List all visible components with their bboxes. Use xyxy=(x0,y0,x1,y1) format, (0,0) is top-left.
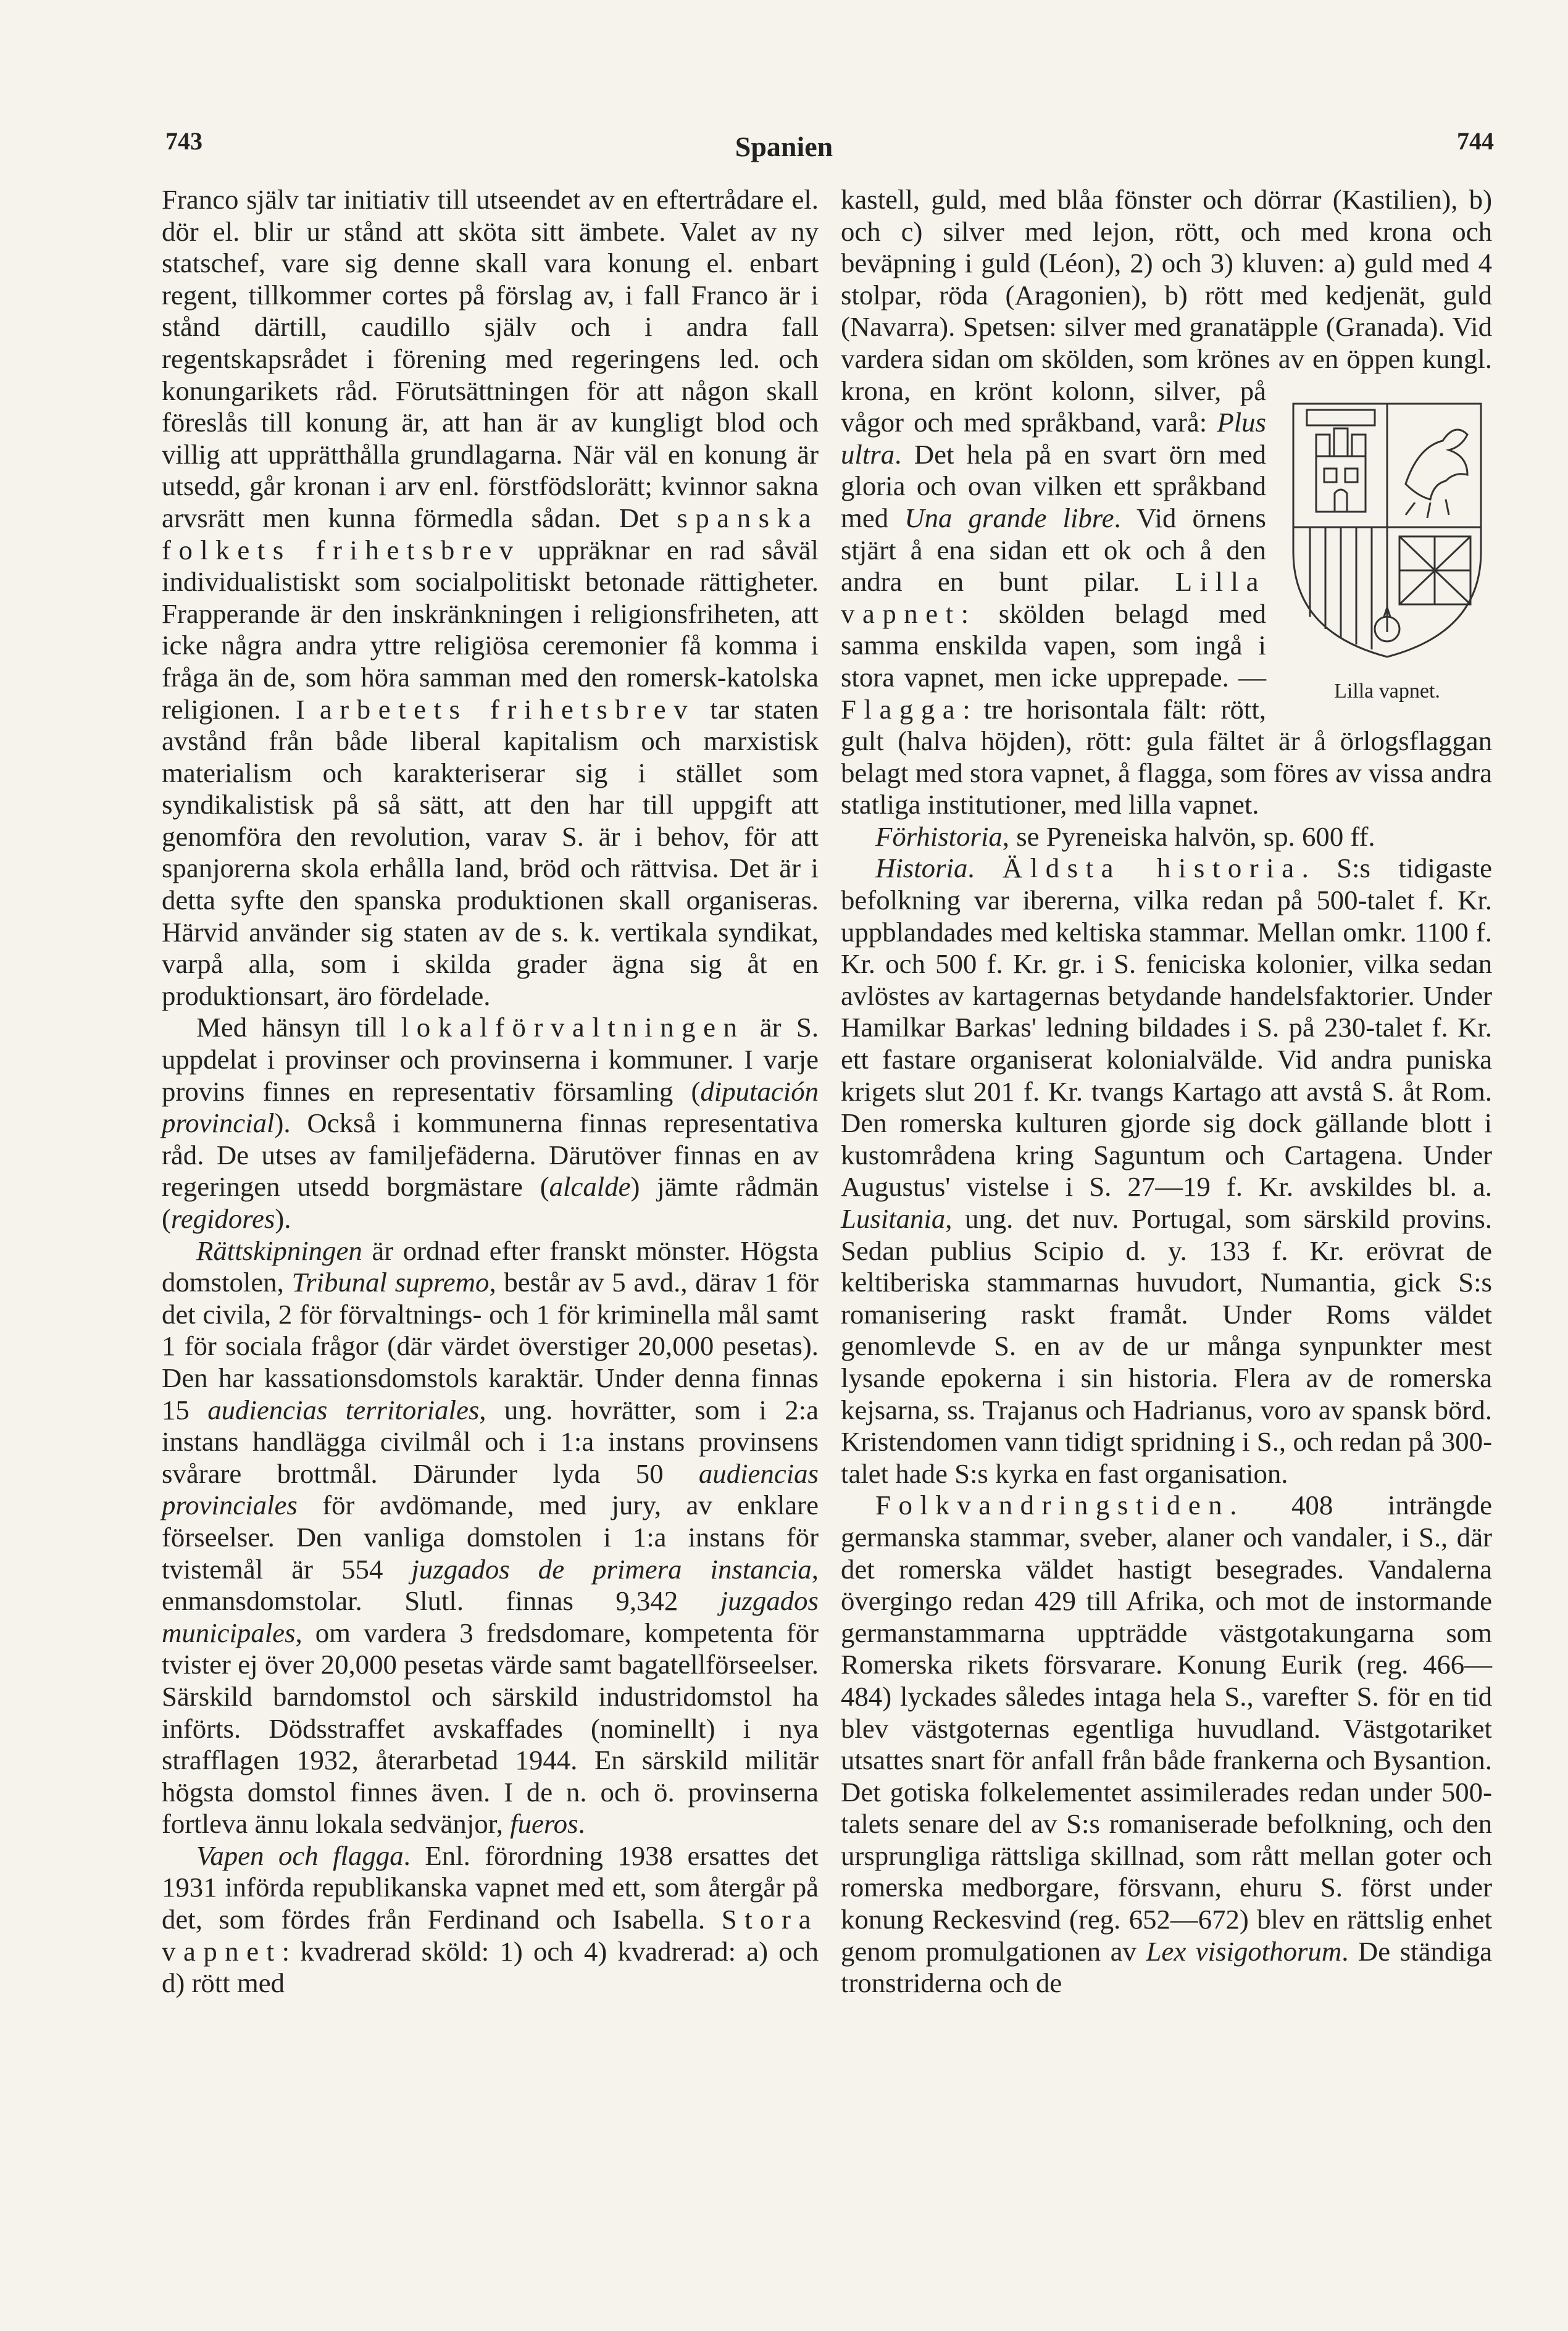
left-column xyxy=(162,184,819,1999)
emblem-figure xyxy=(1282,398,1492,706)
paragraph-migration-period: Folkvandringstiden. 408 inträngde germanska stammar, sveber, alaner och vandaler, i S., där det romerska väldet hastigt besegrades. Vandalerna övergingo redan 429 till Afrika, och mot de instormande germanstammarna uppträdde västgotakungarna som Romerska rikets försvarare. Konung Eurik (reg. 466—484) lyckades således intaga hela S., varefter S. för en tid blev västgoternas egentliga huvudland. Västgotariket utsattes snart för anfall från både frankerna och Bysantion. Det gotiska folkelementet assimilerades redan under 500-talets senare del av S:s romaniserade befolkning, och den ursprungliga rättsliga skillnad, som rått mellan goter och romerska medborgare, försvann, ehuru S. först under konung Reckesvind (reg. 652—672) blev en rättslig enhet genom promulgationen av Lex visigothorum. De ständiga tronstriderna och de xyxy=(841,1490,1493,1999)
paragraph-local-government: Med hänsyn till lokalförvaltningen är S. uppdelat i provinser och provinserna i kommuner. I varje provins finnes en representativ församling (diputación provincial). Också i kommunerna finnas representativa råd. De utses av familjefäderna. Därutöver finnas en av regeringen utsedd borgmästare (alcalde) jämte rådmän (regidores). xyxy=(162,1012,819,1234)
paragraph-judiciary: Rättskipningen är ordnad efter franskt mönster. Högsta domstolen, Tribunal supremo, består av 5 avd., därav 1 för det civila, 2 för förvaltnings- och 1 för kriminella mål samt 1 för sociala frågor (där värdet överstiger 20,000 pesetas). Den har kassationsdomstols karaktär. Under denna finnas 15 audiencias territoriales, ung. hovrätter, som i 2:a instans handlägga civilmål och i 1:a instans provinsens svårare brottmål. Därunder lyda 50 audiencias provinciales för avdömande, med jury, av enklare förseelser. Den vanliga domstolen i 1:a instans för tvistemål är 554 juzgados de primera instancia, enmansdomstolar. Slutl. finnas 9,342 juzgados municipales, om vardera 3 fredsdomare, kompetenta för tvister ej över 20,000 pesetas värde samt bagatellförseelser. Särskild barndomstol och särskild industridomstol ha införts. Dödsstraffet avskaffades (nominellt) i nya strafflagen 1932, återarbetad 1944. En särskild militär högsta domstol finnes även. I de n. och ö. provinserna fortleva ännu lokala sedvänjor, fueros. xyxy=(162,1235,819,1840)
page-title: Spanien xyxy=(735,131,833,162)
coat-of-arms-icon xyxy=(1282,398,1492,663)
paragraph-history: Historia. Äldsta historia. S:s tidigaste befolkning var ibererna, vilka redan på 500-talet f. Kr. uppblandades med keltiska stammar. Mellan omkr. 1100 f. Kr. och 500 f. Kr. gr. i S. feniciska kolonier, vilka sedan avlöstes av kartagernas betydande handelsfaktorier. Under Hamilkar Barkas' ledning bildades i S. på 230-talet f. Kr. ett fastare organiserat kolonialvälde. Vid andra puniska krigets slut 201 f. Kr. tvangs Kartago att avstå S. åt Rom. Den romerska kulturen gjorde sig dock gällande blott i kustområdena kring Saguntum och Cartagena. Under Augustus' vistelse i S. 27—19 f. Kr. avskildes bl. a. Lusitania, ung. det nuv. Portugal, som särskild provins. Sedan publius Scipio d. y. 133 f. Kr. erövrat de keltiberiska stammarnas huvudort, Numantia, gick S:s romanisering raskt framåt. Under Roms väldet genomlevde S. en av de ur många synpunkter mest lysande epokerna i sin historia. Flera av de romerska kejsarna, ss. Trajanus och Hadrianus, voro av spansk börd. Kristendomen vann tidigt spridning i S., och redan på 300-talet hade S:s kyrka en fast organisation. xyxy=(841,853,1492,1489)
emblem-caption: Lilla vapnet. xyxy=(1334,679,1440,703)
paragraph-prehistory: Förhistoria, se Pyreneiska halvön, sp. 600 ff. xyxy=(875,820,1375,852)
page-number-right: 744 xyxy=(1457,127,1494,155)
paragraph-arms-and-flag: Vapen och flagga. Enl. förordning 1938 ersattes det 1931 införda republikanska vapnet med ett, som återgår på det, som fördes från Ferdinand och Isabella. Stora vapnet: kvadrerad sköld: 1) och 4) kvadrerad: a) och d) rött med xyxy=(162,1840,819,1999)
paragraph-arms-continued: kastell, guld, med blåa fönster och dörrar (Kastilien), b) och c) silver med lejon, rött, och med krona och beväpning i guld (Léon), 2) och 3) kluven: a) guld med 4 stolpar, röda (Aragonien), b) rött med kedjenät, guld (Navarra). Spetsen: silver med granatäpple (Granada). Vid vardera sidan om skölden, som krönes av en öppen kungl. krona, en krönt kolonn, silver, Lilla vapnet. på vågor och med språkband, varå: Plus ultra. Det hela på en svart örn med gloria och ovan vilken ett språkband med Una grande libre. Vid örnens stjärt å ena sidan ett ok och å den andra en bunt pilar. Lilla vapnet: skölden belagd med samma enskilda vapen, som ingå i stora vapnet, men icke upprepade. — Flagga: tre horisontala fält: rött, gult (halva höjden), rött: gula fältet är å örlogsflaggan belagt med stora vapnet, å flagga, som föres av vissa andra statliga institutioner, med lilla vapnet. xyxy=(841,184,1492,820)
right-column xyxy=(841,184,1492,1999)
page-header xyxy=(0,127,1568,176)
page-number-left: 743 xyxy=(165,127,202,155)
paragraph-succession: Franco själv tar initiativ till utseendet av en eftertrådare el. dör el. blir ur stånd att sköta sitt ämbete. Valet av ny statschef, vare sig denne skall vara konung el. enbart regent, tillkommer cortes på förslag av, i fall Franco är i stånd därtill, caudillo själv och i andra fall regentskapsrådet i förening med regeringens led. och konungarikets råd. Förutsättningen för att någon skall föreslås till konung är, att han är av kungligt blod och villig att upprätthålla grundlagarna. När väl en konung är utsedd, går kronan i arv enl. förstfödslorätt; kvinnor sakna arvsrätt men kunna förmedla sådan. Det spanska folkets frihetsbrev uppräknar en rad såväl individualistiskt som socialpolitiskt betonade rättigheter. Frapperande är den inskränkningen i religionsfriheten, att icke några andra yttre religiösa ceremonier få komma i fråga än de, som höra samman med den romersk-katolska religionen. I arbetets frihetsbrev tar staten avstånd från både liberal kapitalism och marxistisk materialism och karakteriserar sig i stället som syndikalistisk på så sätt, att den har till uppgift att genomföra den revolution, varav S. är i behov, för att spanjorerna skola erhålla land, bröd och rättvisa. Det är i detta syfte den spanska produktionen skall organiseras. Härvid använder sig staten av de s. k. vertikala syndikat, varpå alla, som i skilda grader ägna sig åt en produktionsart, äro fördelade. xyxy=(162,184,819,1011)
